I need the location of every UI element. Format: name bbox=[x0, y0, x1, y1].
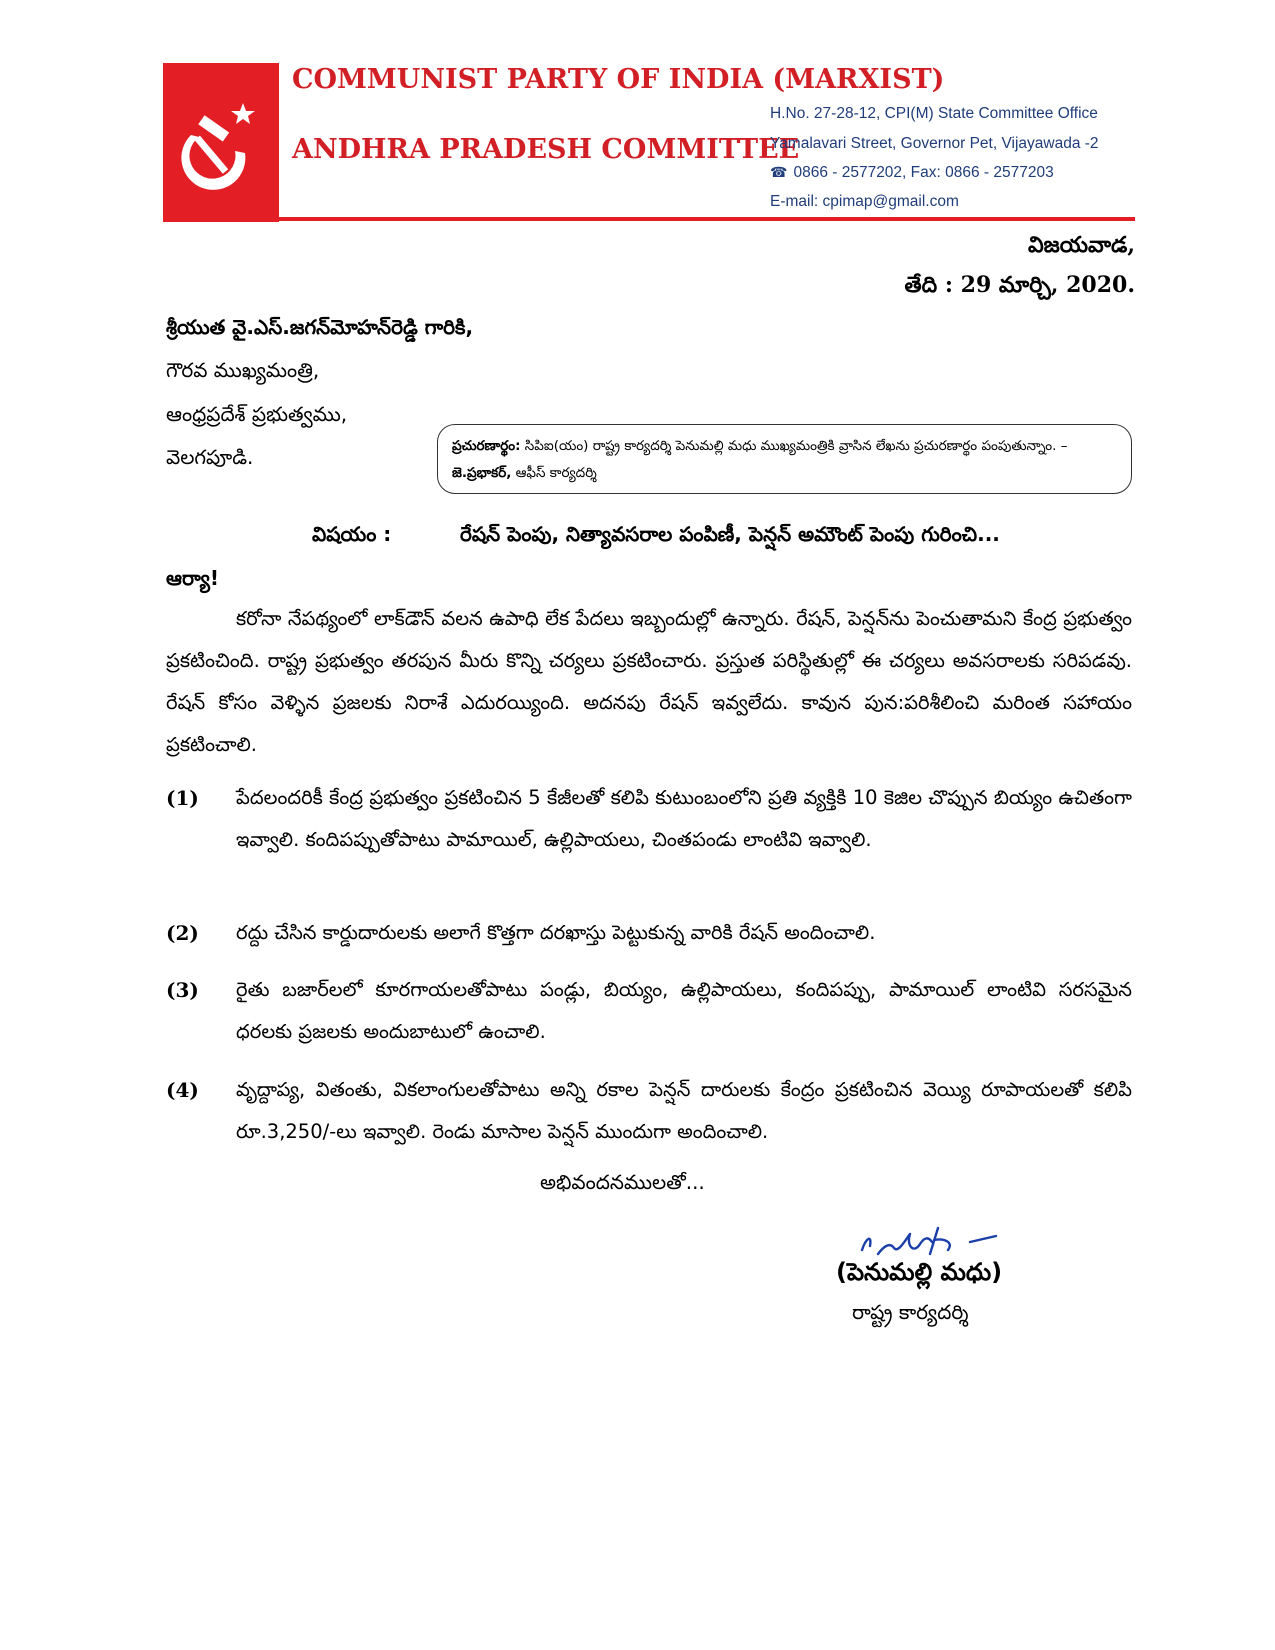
press-note-label: ప్రచురణార్థం: bbox=[452, 438, 521, 454]
header-divider bbox=[163, 217, 1135, 221]
demand-item bbox=[166, 912, 1132, 954]
press-note-signed: జె.ప్రభాకర్, bbox=[452, 465, 512, 481]
press-note-text: సిపిఐ(యం) రాష్ట్ర కార్యదర్శి పెనుమల్లి మధు ముఖ్యమంత్రికి వ్రాసిన లేఖను ప్రచురణార్థం పంపుతున్నాం. – bbox=[520, 438, 1068, 454]
phone-text: 0866 - 2577202, Fax: 0866 - 2577203 bbox=[793, 164, 1054, 181]
demand-text: వృద్దాప్య, వితంతు, వికలాంగులతోపాటు అన్ని రకాల పెన్షన్ దారులకు కేంద్రం ప్రకటించిన వెయ్యి రూపాయలతో కలిపి రూ.3,250/-లు ఇవ్వాలి. రెండు మాసాల పెన్షన్ ముందుగా అందించాలి. bbox=[236, 1078, 1132, 1143]
star-icon bbox=[231, 103, 255, 124]
contact-address-2: Yamalavari Street, Governor Pet, Vijayawada -2 bbox=[770, 135, 1099, 152]
demand-text: రద్దు చేసిన కార్డుదారులకు అలాగే కొత్తగా దరఖాస్తు పెట్టుకున్న వారికి రేషన్ అందించాలి. bbox=[236, 921, 876, 944]
addressee-name: శ్రీయుత వై.ఎస్.జగన్‌మోహన్‌రెడ్డి గారికి, bbox=[166, 315, 474, 339]
org-name: COMMUNIST PARTY OF INDIA (MARXIST) bbox=[292, 64, 945, 95]
addressee-place: వెలగపూడి. bbox=[166, 445, 254, 469]
subject-label: విషయం : bbox=[312, 522, 392, 546]
letter-date: తేది : 29 మార్చి, 2020. bbox=[904, 272, 1135, 298]
subject-line bbox=[312, 522, 1000, 551]
signer-name: (పెనుమల్లి మధు) bbox=[836, 1258, 1003, 1286]
demand-item bbox=[166, 777, 1132, 861]
press-note-box bbox=[437, 424, 1132, 494]
demand-text: రైతు బజార్‌లలో కూరగాయలతోపాటు పండ్లు, బియ్యం, ఉల్లిపాయలు, కందిపప్పు, పామాయిల్ లాంటివి సరసమైన ధరలకు ప్రజలకు అందుబాటులో ఉంచాలి. bbox=[236, 978, 1132, 1043]
demand-number: (3) bbox=[166, 978, 199, 1002]
letter-place: విజయవాడ, bbox=[1027, 232, 1135, 258]
signer-title: రాష్ట్ర కార్యదర్శి bbox=[852, 1300, 969, 1324]
press-note-role: ఆఫీస్ కార్యదర్శి bbox=[511, 465, 597, 481]
contact-phone bbox=[770, 164, 1054, 182]
closing-greeting: అభివందనములతో... bbox=[540, 1170, 705, 1194]
contact-address-1: H.No. 27-28-12, CPI(M) State Committee Office bbox=[770, 105, 1098, 122]
demand-item bbox=[166, 1069, 1132, 1153]
demand-number: (1) bbox=[166, 786, 199, 810]
demand-item bbox=[166, 969, 1132, 1053]
hammer-sickle-icon bbox=[175, 101, 267, 191]
telephone-icon: ☎ bbox=[770, 164, 788, 180]
contact-email: E-mail: cpimap@gmail.com bbox=[770, 193, 959, 210]
subject-text: రేషన్ పెంపు, నిత్యావసరాల పంపిణీ, పెన్షన్ అమౌంట్ పెంపు గురించి... bbox=[460, 522, 1000, 546]
addressee-government: ఆంధ్రప్రదేశ్ ప్రభుత్వము, bbox=[166, 402, 348, 426]
intro-paragraph: కరోనా నేపథ్యంలో లాక్‌డౌన్ వలన ఉపాధి లేక పేదలు ఇబ్బందుల్లో ఉన్నారు. రేషన్, పెన్షన్‌ను పెంచుతామని కేంద్ర ప్రభుత్వం ప్రకటించింది. రాష్ట్ర ప్రభుత్వం తరపున మీరు కొన్ని చర్యలు ప్రకటించారు. ప్రస్తుత పరిస్థితుల్లో ఈ చర్యలు అవసరాలకు సరిపడవు. రేషన్ కోసం వెళ్ళిన ప్రజలకు నిరాశే ఎదురయ్యింది. అదనపు రేషన్ ఇవ్వలేదు. కావున పున:పరిశీలించి మరింత సహాయం ప్రకటించాలి. bbox=[166, 607, 1132, 756]
addressee-title: గౌరవ ముఖ్యమంత్రి, bbox=[166, 358, 320, 382]
demand-number: (4) bbox=[166, 1078, 199, 1102]
party-logo bbox=[163, 63, 279, 222]
demand-number: (2) bbox=[166, 921, 199, 945]
demand-text: పేదలందరికీ కేంద్ర ప్రభుత్వం ప్రకటించిన 5 కేజీలతో కలిపి కుటుంబంలోని ప్రతి వ్యక్తికి 10 కెజిల చొప్పున బియ్యం ఉచితంగా ఇవ్వాలి. కందిపప్పుతోపాటు పామాయిల్, ఉల్లిపాయలు, చింతపండు లాంటివి ఇవ్వాలి. bbox=[236, 786, 1132, 851]
committee-name: ANDHRA PRADESH COMMITTEE bbox=[292, 134, 800, 165]
salutation: ఆర్యా! bbox=[166, 566, 219, 590]
